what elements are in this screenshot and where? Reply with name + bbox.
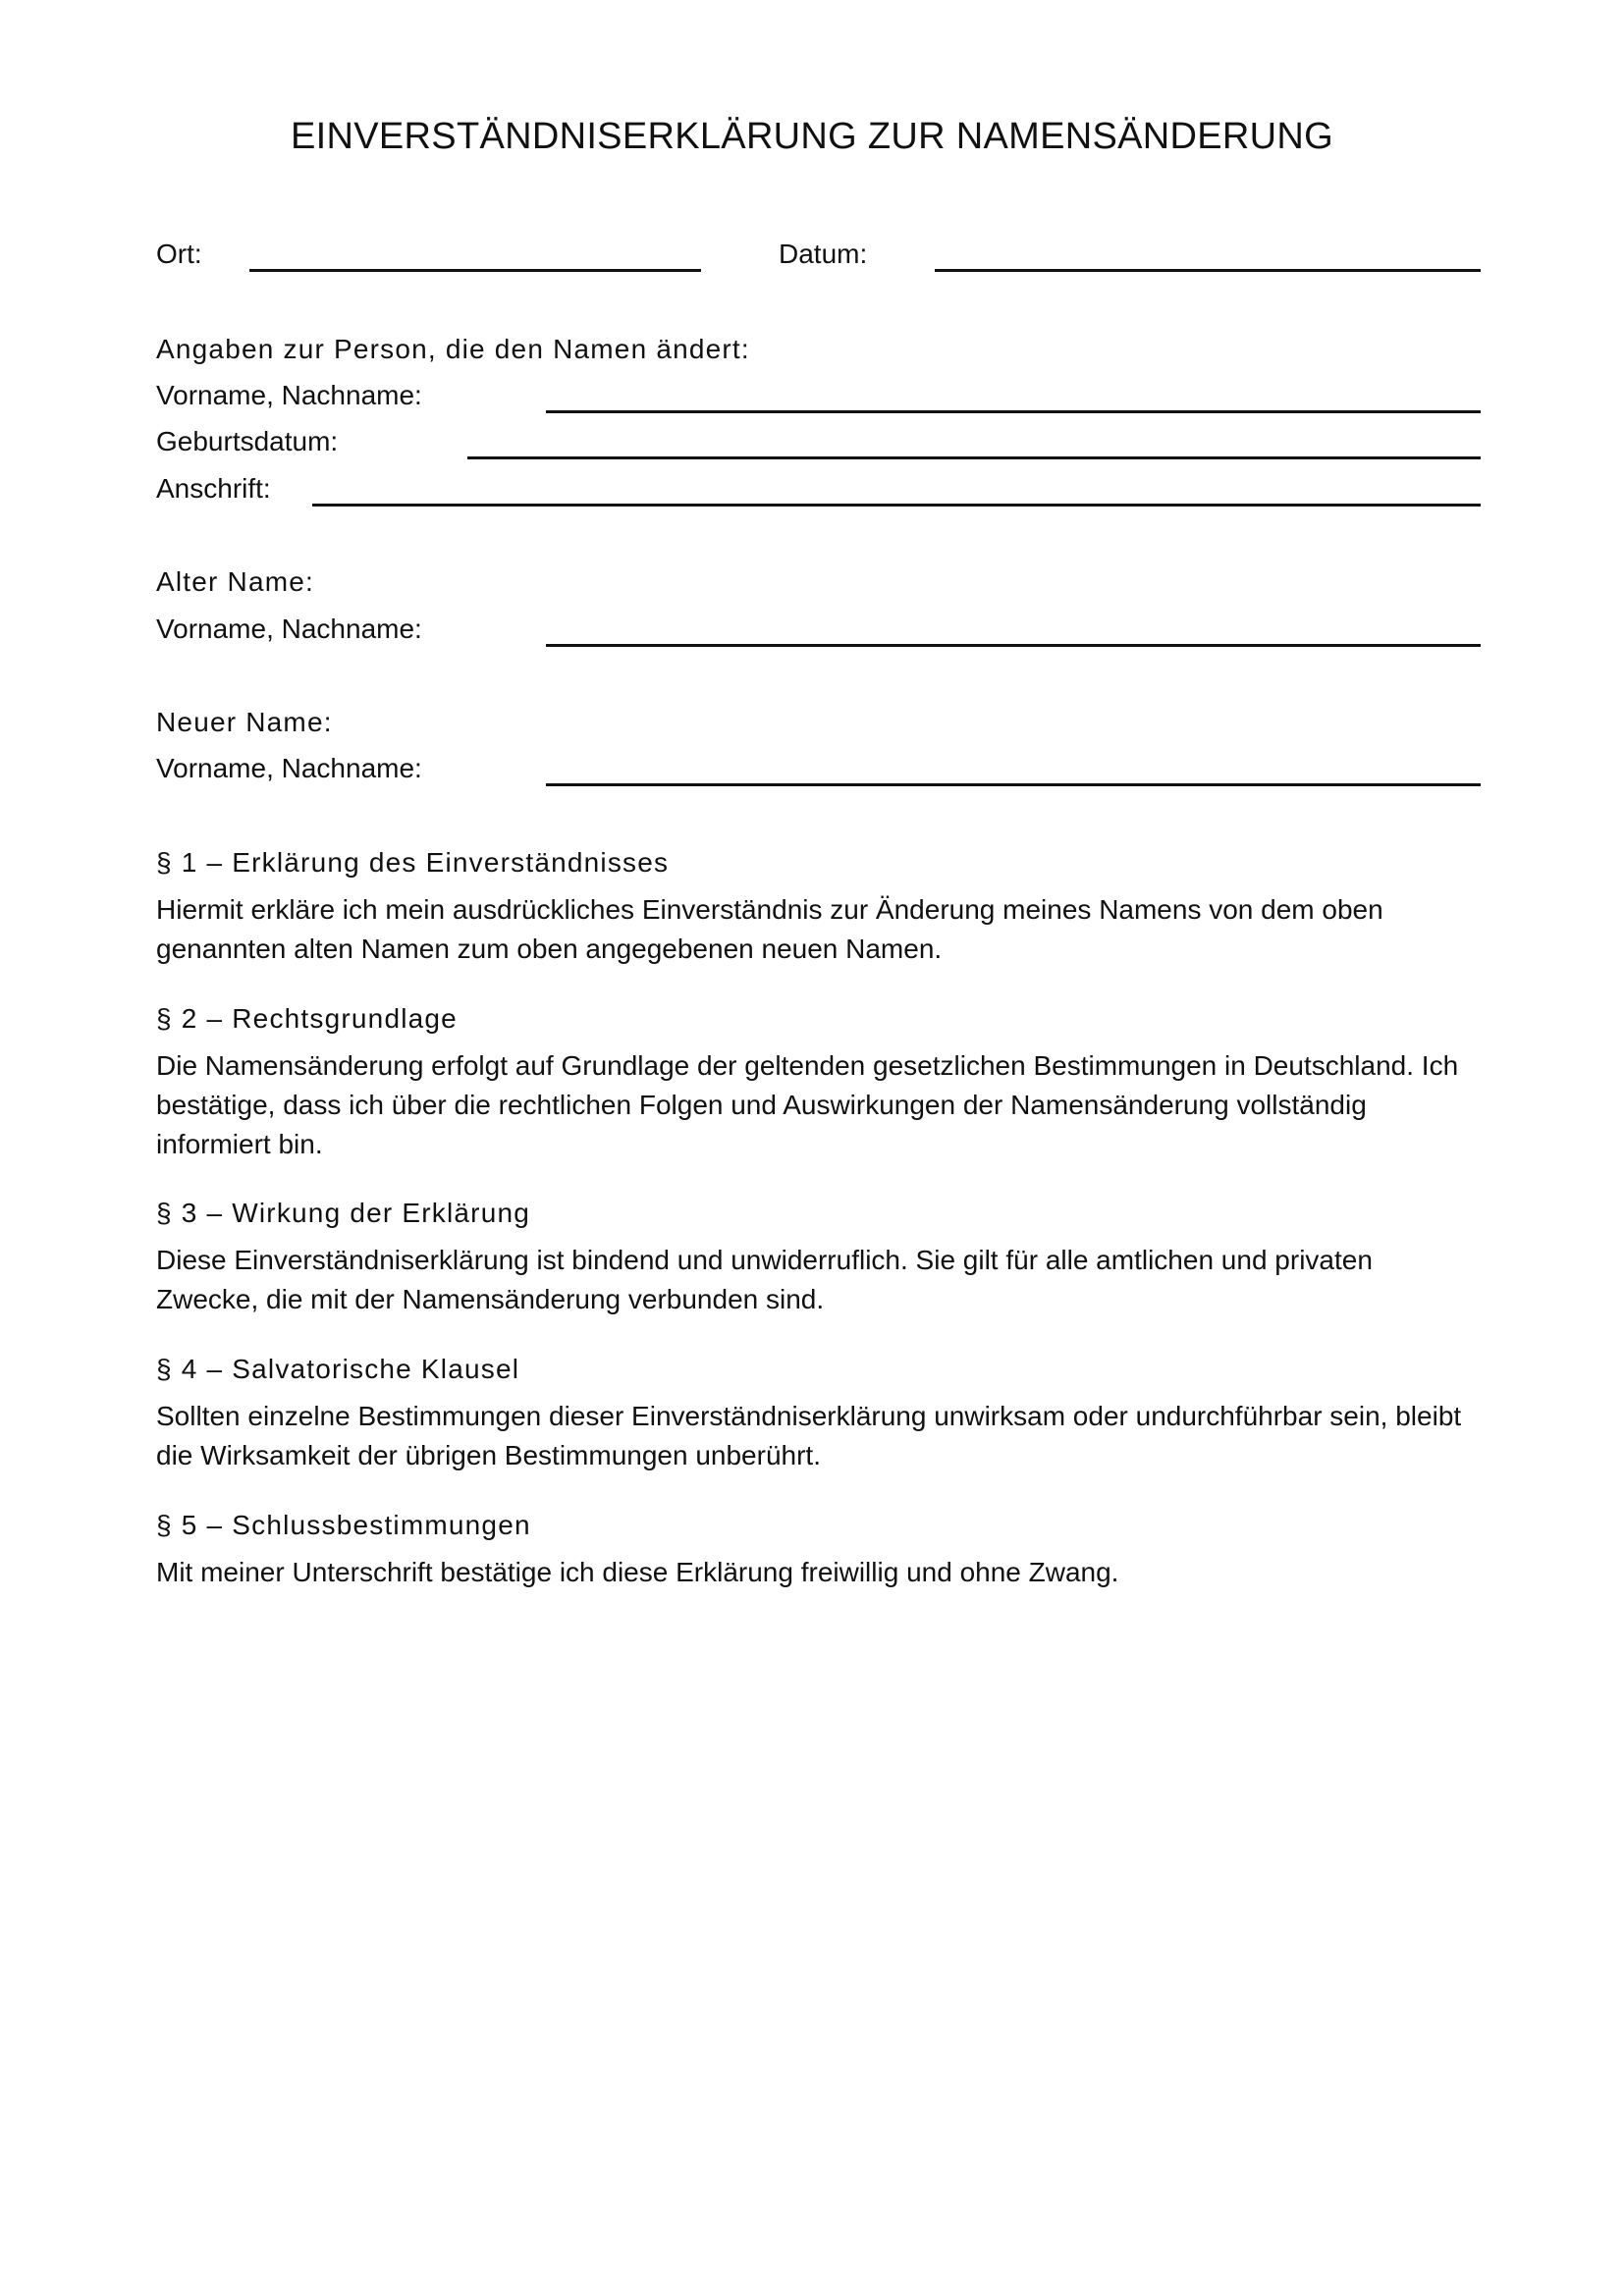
new-name-heading: Neuer Name: (156, 707, 333, 737)
section-2-heading: § 2 – Rechtsgrundlage (156, 1003, 458, 1034)
section-2-body (156, 1046, 1491, 1164)
section-2-line-3: informiert bin. (156, 1129, 323, 1159)
new-name-field[interactable] (546, 783, 1481, 786)
section-1-heading: § 1 – Erklärung des Einverständnisses (156, 847, 670, 878)
section-1-line-1: Hiermit erkläre ich mein ausdrückliches Einverständnis zur Änderung meines Namens von dem oben (156, 894, 1383, 925)
place-field[interactable] (249, 269, 701, 272)
new-name-label: Vorname, Nachname: (156, 753, 422, 783)
section-5-body (156, 1553, 1491, 1592)
address-field[interactable] (312, 504, 1481, 507)
section-2-line-2: bestätige, dass ich über die rechtlichen Folgen und Auswirkungen der Namensänderung vollständig (156, 1090, 1367, 1120)
old-name-field[interactable] (546, 644, 1481, 647)
section-1-body (156, 890, 1491, 969)
old-name-label: Vorname, Nachname: (156, 614, 422, 644)
place-label: Ort: (156, 239, 202, 269)
section-1-line-2: genannten alten Namen zum oben angegebenen neuen Namen. (156, 934, 943, 964)
section-4-body (156, 1397, 1491, 1475)
birthdate-label: Geburtsdatum: (156, 426, 339, 456)
section-4-line-2: die Wirksamkeit der übrigen Bestimmungen unberührt. (156, 1440, 821, 1470)
section-3-heading: § 3 – Wirkung der Erklärung (156, 1198, 531, 1228)
section-3-line-1: Diese Einverständniserklärung ist bindend und unwiderruflich. Sie gilt für alle amtlichen und privaten (156, 1245, 1373, 1275)
section-5-line-1: Mit meiner Unterschrift bestätige ich diese Erklärung freiwillig und ohne Zwang. (156, 1557, 1119, 1587)
old-name-heading: Alter Name: (156, 566, 315, 597)
section-4-heading: § 4 – Salvatorische Klausel (156, 1354, 520, 1384)
person-name-field[interactable] (546, 410, 1481, 413)
date-label: Datum: (779, 239, 868, 269)
date-field[interactable] (935, 269, 1481, 272)
address-label: Anschrift: (156, 473, 271, 504)
section-3-body (156, 1241, 1491, 1319)
section-3-line-2: Zwecke, die mit der Namensänderung verbunden sind. (156, 1284, 825, 1314)
section-2-line-1: Die Namensänderung erfolgt auf Grundlage der geltenden gesetzlichen Bestimmungen in Deutschland. Ich (156, 1050, 1459, 1081)
person-heading: Angaben zur Person, die den Namen ändert: (156, 334, 750, 364)
section-5-heading: § 5 – Schlussbestimmungen (156, 1510, 531, 1540)
person-name-label: Vorname, Nachname: (156, 380, 422, 410)
birthdate-field[interactable] (467, 456, 1481, 459)
document-title: EINVERSTÄNDNISERKLÄRUNG ZUR NAMENSÄNDERUNG (291, 116, 1333, 157)
section-4-line-1: Sollten einzelne Bestimmungen dieser Einverständniserklärung unwirksam oder undurchführbar sein, bleibt (156, 1401, 1462, 1431)
